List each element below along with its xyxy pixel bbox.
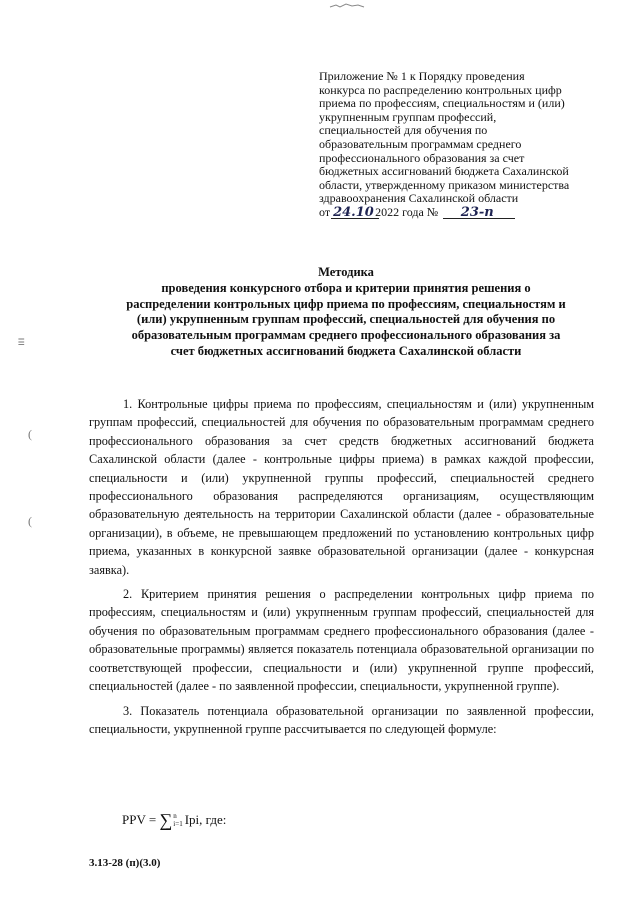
document-code: 3.13-28 (п)(3.0) [89,857,161,869]
formula-term: Ipi [184,812,200,827]
document-title [86,265,606,360]
ppv-formula [122,808,226,829]
title-line: счет бюджетных ассигнований бюджета Сахалинской области [170,343,522,358]
appendix-line: области, утвержденному приказом министерства [319,177,570,192]
appendix-header [319,70,604,220]
scan-artifact [328,2,368,10]
appendix-line: здравоохранения Сахалинской области [319,191,519,206]
appendix-line: специальностей для обучения по [319,123,488,138]
appendix-line: конкурса по распределению контрольных цифр [319,82,562,97]
appendix-line: приема по профессиям, специальностям и (или) [319,96,565,111]
appendix-line: укрупненным группам профессий, [319,109,497,124]
sum-upper-limit: n [173,812,177,821]
margin-mark: ⲷ [18,334,25,348]
title-line: проведения конкурсного отбора и критерии принятия решения о [161,280,531,295]
paragraph-3: 3. Показатель потенциала образовательной организации по заявленной профессии, специальности, укрупненной группе рассчитывается по следующей формуле: [89,703,594,736]
date-prefix: от [319,204,331,219]
sum-lower-limit: i=1 [173,820,183,829]
formula-suffix: , где: [199,812,227,827]
document-body [89,395,594,744]
title-line: распределении контрольных цифр приема по профессиям, специальностям и [126,296,566,311]
sum-limits [173,812,182,828]
appendix-line: Приложение № 1 к Порядку проведения [319,69,525,83]
handwritten-order-number: 23-п [445,206,509,220]
formula-lhs: PPV = [122,812,157,827]
title-line: Методика [318,265,374,279]
date-year: 2022 года № [375,204,439,219]
title-line: образовательным программам среднего профессионального образования за [131,328,561,343]
paragraph-2: 2. Критерием принятия решения о распределении контрольных цифр приема по профессиям, специальностям и (или) укрупненным группам профессий, специальностей для обучения по образовательным программам среднего профессионального образования (далее - образовательные программы) является показатель потенциала образовательной организации по соответствующей профессии, специальности и (или) укрупненной группе профессий, специальностей (далее - по заявленной профессии, специальности, укрупненной группе). [89,587,594,694]
order-date-number [319,206,604,220]
appendix-line: бюджетных ассигнований бюджета Сахалинской [319,164,569,179]
margin-mark: ( [28,514,32,528]
margin-mark: ( [28,427,32,441]
title-line: (или) укрупненным группам профессий, специальностей для обучения по [136,312,556,327]
appendix-line: образовательным программам среднего [319,136,522,151]
sum-symbol: ∑ [159,810,173,830]
paragraph-1: 1. Контрольные цифры приема по профессиям, специальностям и (или) укрупненным группам профессий, специальностей для обучения по образовательным программам среднего профессионального образования за счет средств бюджетных ассигнований бюджета Сахалинской области (далее - контрольные цифры приема) в рамках каждой профессии, специальности и (или) укрупненной группы профессий, специальностей среднего профессионального образования распределяются организациям, осуществляющим образовательную деятельность на территории Сахалинской области (далее - образовательные организации), в объеме, не превышающем предложений по установлению контрольных цифр приема, указанных в конкурсной заявке образовательной организации (далее - конкурсная заявка). [89,397,594,577]
appendix-line: профессионального образования за счет [319,150,525,165]
handwritten-date: 24.10 [333,204,374,220]
